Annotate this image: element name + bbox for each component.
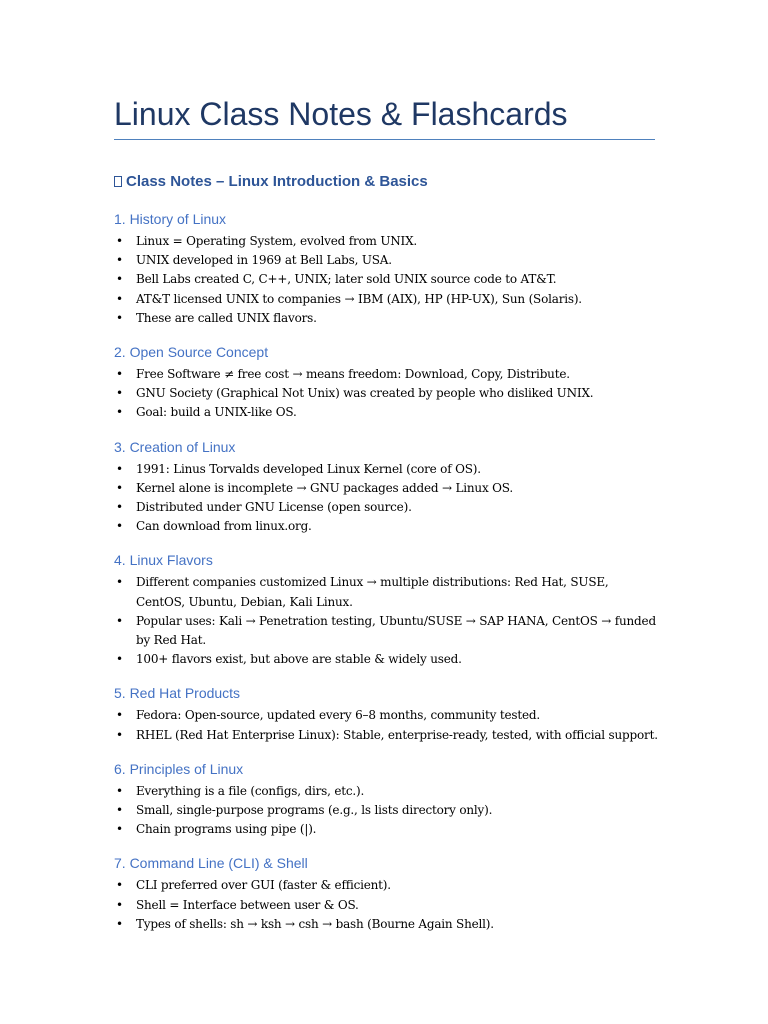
list-item xyxy=(114,403,659,422)
bullet-dot-icon: • xyxy=(116,405,123,420)
section xyxy=(114,437,659,537)
bullet-dot-icon: • xyxy=(116,708,123,723)
list-item-text: Kernel alone is incomplete → GNU packages added → Linux OS. xyxy=(136,480,513,495)
list-item xyxy=(114,498,659,517)
list-item xyxy=(114,801,659,820)
list-item xyxy=(114,650,659,669)
list-item-text: UNIX developed in 1969 at Bell Labs, USA. xyxy=(136,253,392,268)
section-heading: 7. Command Line (CLI) & Shell xyxy=(114,855,308,872)
bullet-dot-icon: • xyxy=(116,575,123,590)
bullet-dot-icon: • xyxy=(116,386,123,401)
bullet-list xyxy=(114,365,659,423)
list-item-text: Shell = Interface between user & OS. xyxy=(136,897,359,912)
list-item xyxy=(114,517,659,536)
list-item xyxy=(114,479,659,498)
list-item-text: Different companies customized Linux → multiple distributions: Red Hat, SUSE, CentOS, Ubuntu, Debian, Kali Linux. xyxy=(136,575,609,609)
section-heading: 5. Red Hat Products xyxy=(114,685,241,702)
bullet-list xyxy=(114,706,659,744)
list-item xyxy=(114,876,659,895)
list-item xyxy=(114,309,659,328)
section-heading: 4. Linux Flavors xyxy=(114,552,213,569)
bullet-dot-icon: • xyxy=(116,461,123,476)
section-heading: 2. Open Source Concept xyxy=(114,344,269,361)
bullet-dot-icon: • xyxy=(116,783,123,798)
list-item-text: These are called UNIX flavors. xyxy=(136,310,317,325)
bullet-dot-icon: • xyxy=(116,822,123,837)
list-item-text: Can download from linux.org. xyxy=(136,519,312,534)
bullet-dot-icon: • xyxy=(116,613,123,628)
bullet-dot-icon: • xyxy=(116,652,123,667)
list-item-text: CLI preferred over GUI (faster & efficient). xyxy=(136,878,391,893)
bullet-dot-icon: • xyxy=(116,500,123,515)
list-item-text: RHEL (Red Hat Enterprise Linux): Stable, enterprise-ready, tested, with official support. xyxy=(136,727,658,742)
bullet-dot-icon: • xyxy=(116,519,123,534)
list-item-text: Free Software ≠ free cost → means freedom: Download, Copy, Distribute. xyxy=(136,367,570,382)
list-item-text: 100+ flavors exist, but above are stable & widely used. xyxy=(136,652,462,667)
list-item xyxy=(114,612,659,650)
bullet-dot-icon: • xyxy=(116,253,123,268)
bullet-dot-icon: • xyxy=(116,727,123,742)
bullet-dot-icon: • xyxy=(116,234,123,248)
list-item xyxy=(114,706,659,725)
list-item xyxy=(114,782,659,801)
bullet-dot-icon: • xyxy=(116,803,123,818)
list-item xyxy=(114,251,659,270)
section xyxy=(114,342,659,423)
list-item xyxy=(114,915,659,934)
bullet-list xyxy=(114,876,659,934)
bullet-dot-icon: • xyxy=(116,897,123,912)
bullet-list xyxy=(114,232,659,328)
class-notes-heading xyxy=(114,172,428,192)
section xyxy=(114,550,659,669)
section-heading: 6. Principles of Linux xyxy=(114,760,244,777)
bullet-dot-icon: • xyxy=(116,367,123,382)
list-item-text: Distributed under GNU License (open source). xyxy=(136,500,412,515)
list-item-text: Bell Labs created C, C++, UNIX; later sold UNIX source code to AT&T. xyxy=(136,272,557,287)
list-item-text: GNU Society (Graphical Not Unix) was created by people who disliked UNIX. xyxy=(136,386,594,401)
list-item xyxy=(114,820,659,839)
section-heading: 3. Creation of Linux xyxy=(114,438,236,455)
list-item-text: Small, single-purpose programs (e.g., ls lists directory only). xyxy=(136,803,493,818)
list-item xyxy=(114,365,659,384)
bullet-dot-icon: • xyxy=(116,480,123,495)
sections-container xyxy=(114,209,659,948)
bullet-list xyxy=(114,782,659,840)
list-item xyxy=(114,270,659,289)
list-item xyxy=(114,896,659,915)
bullet-list xyxy=(114,460,659,537)
bullet-list xyxy=(114,573,659,669)
bullet-dot-icon: • xyxy=(116,878,123,893)
list-item-text: Fedora: Open-source, updated every 6–8 months, community tested. xyxy=(136,708,540,723)
list-item-text: Linux = Operating System, evolved from UNIX. xyxy=(136,234,418,248)
list-item xyxy=(114,384,659,403)
list-item xyxy=(114,460,659,479)
list-item-text: Popular uses: Kali → Penetration testing, Ubuntu/SUSE → SAP HANA, CentOS → funded by Red Hat. xyxy=(136,613,656,648)
bullet-dot-icon: • xyxy=(116,291,123,306)
section xyxy=(114,683,659,744)
section xyxy=(114,853,659,934)
list-item-text: 1991: Linus Torvalds developed Linux Kernel (core of OS). xyxy=(136,461,481,476)
bullet-dot-icon: • xyxy=(116,310,123,325)
list-item xyxy=(114,290,659,309)
list-item-text: Goal: build a UNIX-like OS. xyxy=(136,405,297,420)
class-notes-heading-text: Class Notes – Linux Introduction & Basics xyxy=(126,173,428,190)
list-item-text: Chain programs using pipe (|). xyxy=(136,822,317,837)
list-item-text: Types of shells: sh → ksh → csh → bash (Bourne Again Shell). xyxy=(136,916,494,931)
list-item xyxy=(114,573,659,611)
list-item xyxy=(114,232,659,251)
section xyxy=(114,209,659,328)
section xyxy=(114,759,659,840)
document-title: Linux Class Notes & Flashcards xyxy=(114,96,568,132)
list-item-text: AT&T licensed UNIX to companies → IBM (AIX), HP (HP-UX), Sun (Solaris). xyxy=(136,291,582,306)
missing-glyph-icon xyxy=(114,176,122,187)
bullet-dot-icon: • xyxy=(116,272,123,287)
list-item xyxy=(114,726,659,745)
title-underline-divider xyxy=(114,139,655,140)
list-item-text: Everything is a file (configs, dirs, etc.). xyxy=(136,783,365,798)
section-heading: 1. History of Linux xyxy=(114,211,227,227)
bullet-dot-icon: • xyxy=(116,916,123,931)
